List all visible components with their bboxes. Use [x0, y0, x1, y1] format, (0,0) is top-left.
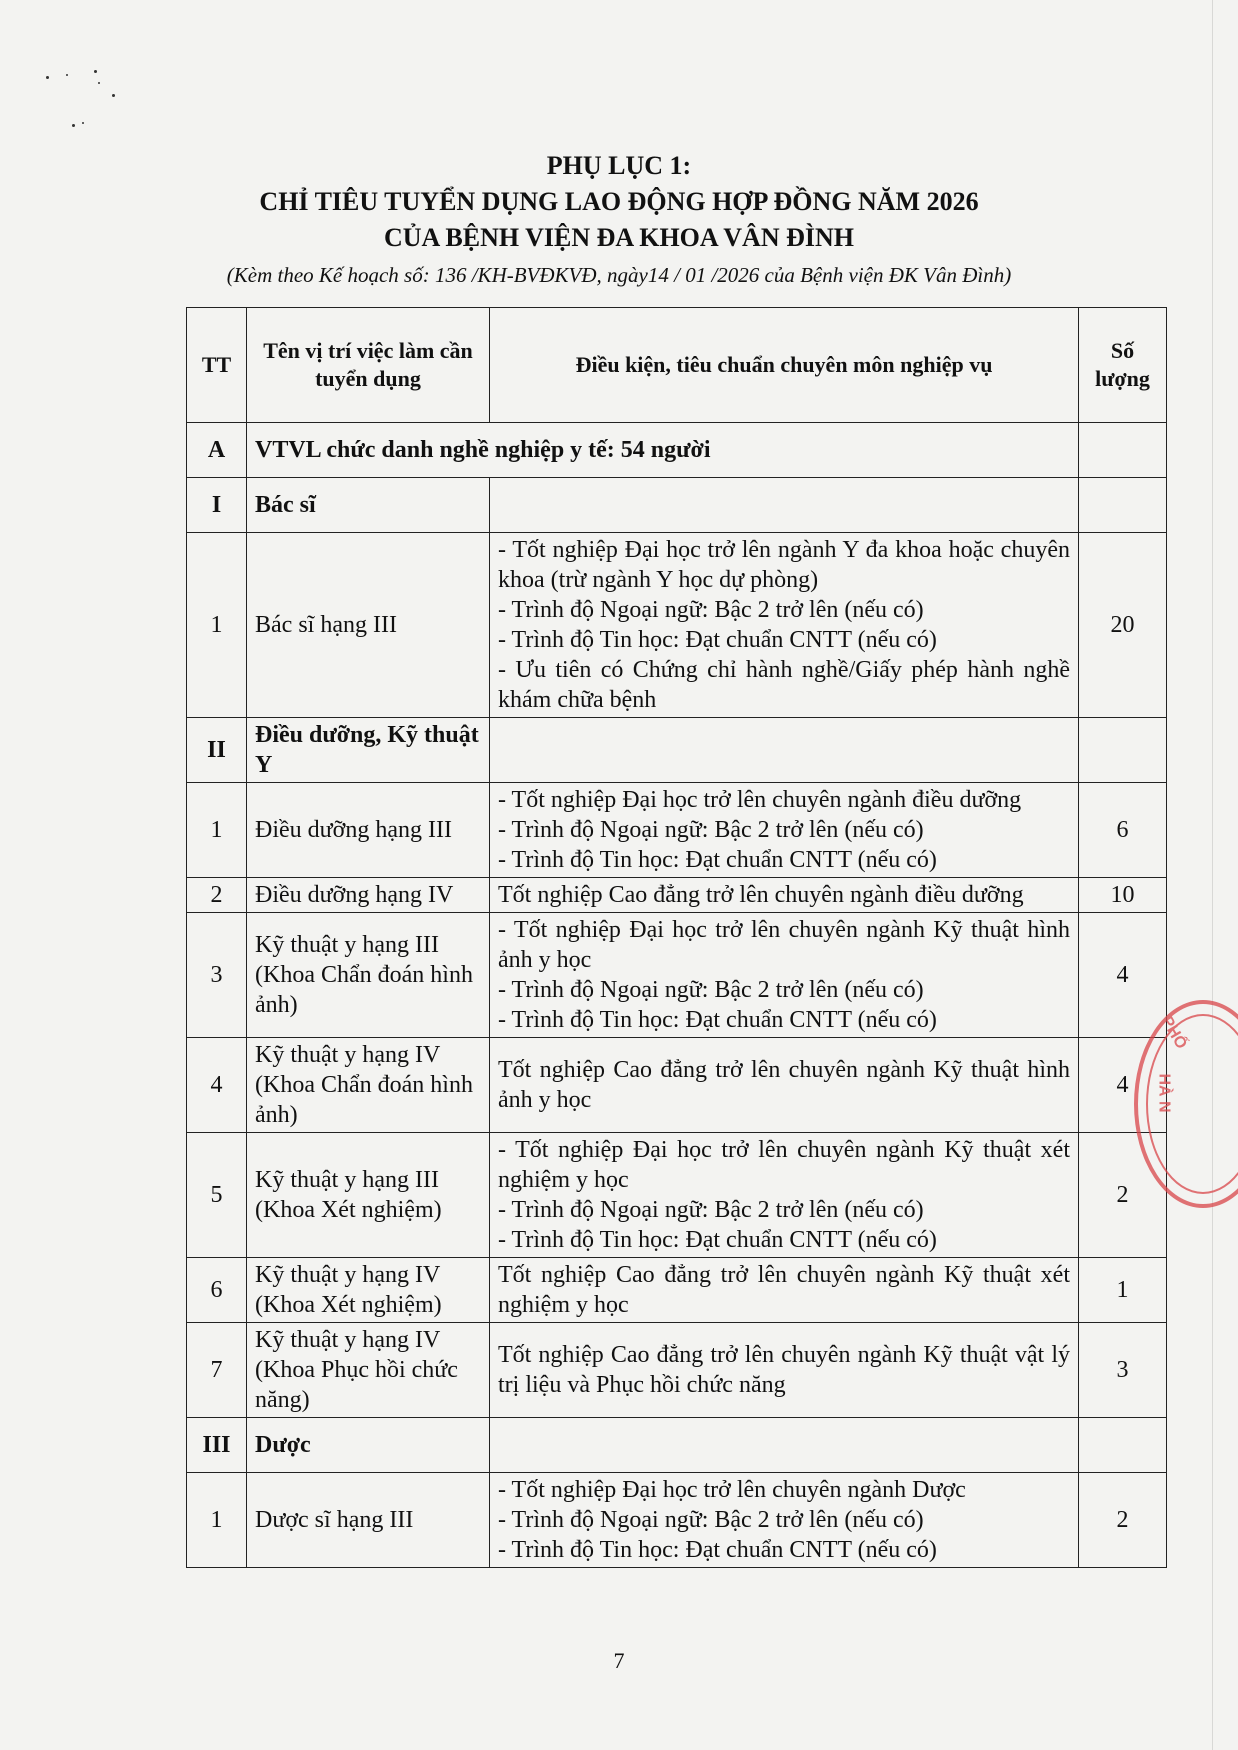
group-row	[187, 478, 1167, 533]
group-conditions-empty	[490, 478, 1079, 533]
condition-line: - Tốt nghiệp Đại học trở lên chuyên ngành Dược	[498, 1477, 966, 1503]
condition-line: Tốt nghiệp Cao đẳng trở lên chuyên ngành Kỹ thuật vật lý trị liệu và Phục hồi chức năng	[498, 1342, 1070, 1398]
row-quantity: 2	[1079, 1133, 1167, 1258]
condition-line: - Trình độ Tin học: Đạt chuẩn CNTT (nếu có)	[498, 1007, 937, 1033]
title-block	[0, 148, 1238, 292]
group-qty-empty	[1079, 478, 1167, 533]
row-position-name: Kỹ thuật y hạng III (Khoa Chẩn đoán hình ảnh)	[247, 913, 490, 1038]
row-quantity: 4	[1079, 913, 1167, 1038]
row-conditions	[490, 913, 1079, 1038]
table-row	[187, 783, 1167, 878]
condition-line: - Trình độ Ngoại ngữ: Bậc 2 trở lên (nếu có)	[498, 597, 924, 623]
group-tt: II	[187, 718, 247, 783]
table-header-row	[187, 308, 1167, 423]
row-quantity: 20	[1079, 533, 1167, 718]
section-a-label: VTVL chức danh nghề nghiệp y tế: 54 người	[247, 423, 1079, 478]
table-row	[187, 1258, 1167, 1323]
condition-line: - Tốt nghiệp Đại học trở lên chuyên ngành Kỹ thuật hình ảnh y học	[498, 917, 1070, 973]
header-conditions: Điều kiện, tiêu chuẩn chuyên môn nghiệp vụ	[490, 308, 1079, 423]
row-tt: 6	[187, 1258, 247, 1323]
condition-line: Tốt nghiệp Cao đẳng trở lên chuyên ngành Kỹ thuật hình ảnh y học	[498, 1057, 1070, 1113]
table-row	[187, 533, 1167, 718]
row-position-name: Điều dưỡng hạng III	[247, 783, 490, 878]
table-row	[187, 878, 1167, 913]
page-number: 7	[613, 1648, 625, 1673]
row-conditions	[490, 1258, 1079, 1323]
condition-line: Tốt nghiệp Cao đẳng trở lên chuyên ngành điều dưỡng	[498, 882, 1024, 908]
condition-line: - Trình độ Tin học: Đạt chuẩn CNTT (nếu có)	[498, 1227, 937, 1253]
table-row	[187, 1323, 1167, 1418]
table-body	[187, 423, 1167, 1568]
row-position-name: Điều dưỡng hạng IV	[247, 878, 490, 913]
condition-line: - Trình độ Ngoại ngữ: Bậc 2 trở lên (nếu có)	[498, 977, 924, 1003]
row-quantity: 3	[1079, 1323, 1167, 1418]
row-tt: 5	[187, 1133, 247, 1258]
row-tt: 4	[187, 1038, 247, 1133]
group-row	[187, 1418, 1167, 1473]
group-tt: I	[187, 478, 247, 533]
condition-line: Tốt nghiệp Cao đẳng trở lên chuyên ngành Kỹ thuật xét nghiệm y học	[498, 1262, 1070, 1318]
appendix-title: PHỤ LỤC 1:	[546, 151, 692, 180]
group-conditions-empty	[490, 1418, 1079, 1473]
row-position-name: Kỹ thuật y hạng IV (Khoa Xét nghiệm)	[247, 1258, 490, 1323]
row-position-name: Dược sĩ hạng III	[247, 1473, 490, 1568]
reference-subtitle: (Kèm theo Kế hoạch số: 136 /KH-BVĐKVĐ, ngày14 / 01 /2026 của Bệnh viện ĐK Vân Đình)	[226, 263, 1012, 287]
table-row	[187, 913, 1167, 1038]
scan-specks	[40, 70, 130, 140]
row-tt: 7	[187, 1323, 247, 1418]
condition-line: - Tốt nghiệp Đại học trở lên ngành Y đa khoa hoặc chuyên khoa (trừ ngành Y học dự phòng)	[498, 537, 1070, 593]
hospital-heading: CỦA BỆNH VIỆN ĐA KHOA VÂN ĐÌNH	[383, 223, 854, 252]
group-label: Điều dưỡng, Kỹ thuật Y	[247, 718, 490, 783]
seal-text-1: PHỐ	[1157, 1013, 1190, 1053]
condition-line: - Tốt nghiệp Đại học trở lên chuyên ngành điều dưỡng	[498, 787, 1022, 813]
table-row	[187, 1133, 1167, 1258]
group-label: Dược	[247, 1418, 490, 1473]
row-quantity: 10	[1079, 878, 1167, 913]
condition-line: - Trình độ Tin học: Đạt chuẩn CNTT (nếu có)	[498, 1537, 937, 1563]
section-a-tt: A	[187, 423, 247, 478]
header-tt: TT	[187, 308, 247, 423]
row-conditions	[490, 1038, 1079, 1133]
row-tt: 2	[187, 878, 247, 913]
group-qty-empty	[1079, 718, 1167, 783]
header-quantity: Số lượng	[1079, 308, 1167, 423]
table-row	[187, 1038, 1167, 1133]
condition-line: - Trình độ Tin học: Đạt chuẩn CNTT (nếu có)	[498, 627, 937, 653]
condition-line: - Tốt nghiệp Đại học trở lên chuyên ngành Kỹ thuật xét nghiệm y học	[498, 1137, 1070, 1193]
condition-line: - Trình độ Ngoại ngữ: Bậc 2 trở lên (nếu có)	[498, 817, 924, 843]
row-position-name: Kỹ thuật y hạng IV (Khoa Chẩn đoán hình ảnh)	[247, 1038, 490, 1133]
row-quantity: 6	[1079, 783, 1167, 878]
row-conditions	[490, 878, 1079, 913]
group-conditions-empty	[490, 718, 1079, 783]
group-label: Bác sĩ	[247, 478, 490, 533]
document-heading: CHỈ TIÊU TUYỂN DỤNG LAO ĐỘNG HỢP ĐỒNG NĂM 2026	[259, 187, 979, 216]
section-a-row	[187, 423, 1167, 478]
group-tt: III	[187, 1418, 247, 1473]
row-quantity: 1	[1079, 1258, 1167, 1323]
group-qty-empty	[1079, 1418, 1167, 1473]
row-tt: 3	[187, 913, 247, 1038]
row-conditions	[490, 1133, 1079, 1258]
row-conditions	[490, 1323, 1079, 1418]
recruitment-table	[186, 307, 1167, 1568]
condition-line: - Trình độ Ngoại ngữ: Bậc 2 trở lên (nếu có)	[498, 1507, 924, 1533]
section-a-qty	[1079, 423, 1167, 478]
row-tt: 1	[187, 533, 247, 718]
row-conditions	[490, 1473, 1079, 1568]
header-position: Tên vị trí việc làm cần tuyển dụng	[247, 308, 490, 423]
row-quantity: 2	[1079, 1473, 1167, 1568]
table-row	[187, 1473, 1167, 1568]
row-tt: 1	[187, 783, 247, 878]
row-tt: 1	[187, 1473, 247, 1568]
group-row	[187, 718, 1167, 783]
condition-line: - Trình độ Tin học: Đạt chuẩn CNTT (nếu có)	[498, 847, 937, 873]
row-position-name: Bác sĩ hạng III	[247, 533, 490, 718]
row-position-name: Kỹ thuật y hạng IV (Khoa Phục hồi chức năng)	[247, 1323, 490, 1418]
seal-text-2: HÀ N	[1155, 1073, 1173, 1113]
condition-line: - Trình độ Ngoại ngữ: Bậc 2 trở lên (nếu có)	[498, 1197, 924, 1223]
row-conditions	[490, 783, 1079, 878]
row-conditions	[490, 533, 1079, 718]
row-quantity: 4	[1079, 1038, 1167, 1133]
condition-line: - Ưu tiên có Chứng chỉ hành nghề/Giấy phép hành nghề khám chữa bệnh	[498, 657, 1070, 713]
row-position-name: Kỹ thuật y hạng III (Khoa Xét nghiệm)	[247, 1133, 490, 1258]
